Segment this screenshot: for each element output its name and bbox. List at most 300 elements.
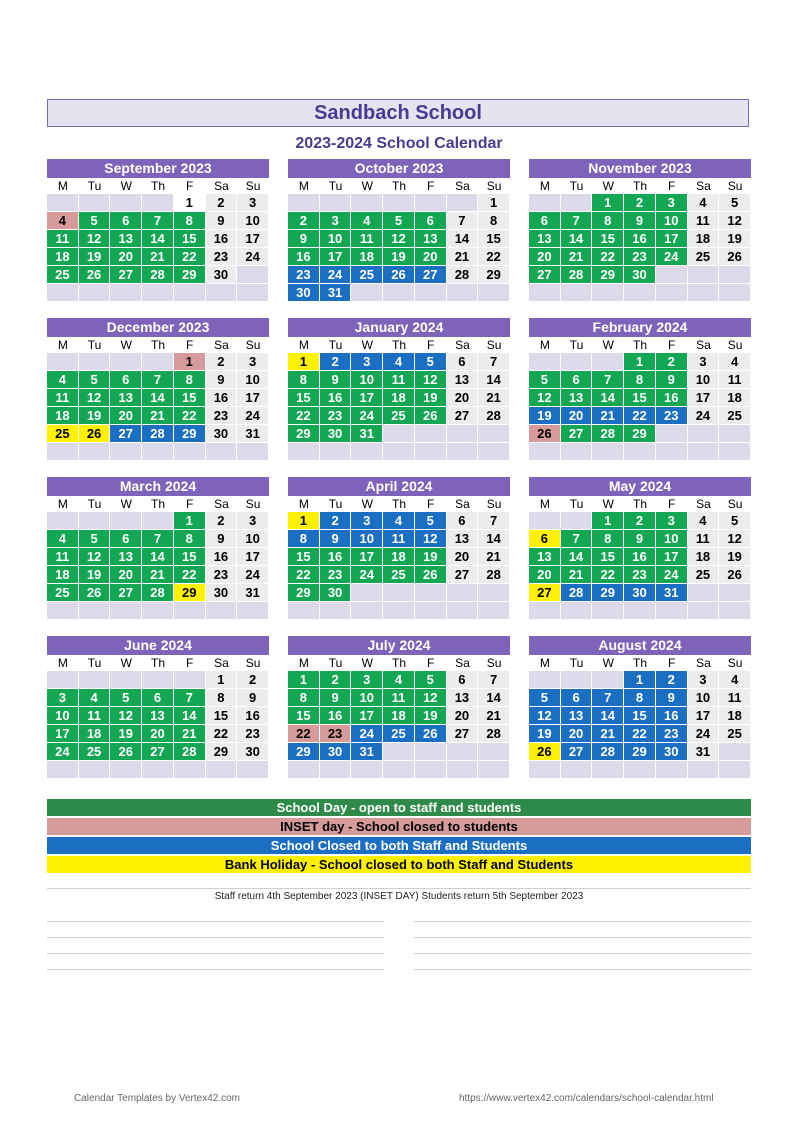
day-cell: 8 (174, 212, 205, 229)
weekday-header-row (529, 496, 751, 512)
day-cell: 31 (351, 425, 382, 442)
day-cell: 25 (719, 725, 750, 742)
day-cell: 3 (656, 512, 687, 529)
empty-cell (447, 194, 478, 211)
day-cell: 19 (719, 230, 750, 247)
day-cell: 25 (383, 407, 414, 424)
day-cell: 14 (447, 230, 478, 247)
day-cell: 24 (656, 248, 687, 265)
day-cell: 2 (624, 512, 655, 529)
weekday-label: W (361, 338, 373, 352)
empty-cell (656, 443, 687, 460)
day-cell: 10 (656, 212, 687, 229)
day-grid (529, 353, 751, 461)
day-cell: 27 (529, 266, 560, 283)
day-cell: 11 (383, 689, 414, 706)
empty-cell (478, 743, 509, 760)
weekday-label: M (539, 656, 550, 670)
empty-cell (288, 602, 319, 619)
day-cell: 7 (174, 689, 205, 706)
day-cell: 10 (320, 230, 351, 247)
day-cell: 15 (288, 548, 319, 565)
empty-cell (561, 353, 592, 370)
weekday-label: Th (391, 179, 406, 193)
day-cell: 14 (561, 230, 592, 247)
day-cell: 27 (529, 584, 560, 601)
weekday-label: W (120, 338, 132, 352)
day-cell: 3 (656, 194, 687, 211)
weekday-label: Th (632, 656, 647, 670)
empty-cell (415, 602, 446, 619)
day-cell: 30 (320, 425, 351, 442)
day-cell: 27 (447, 407, 478, 424)
day-cell: 27 (415, 266, 446, 283)
weekday-label: F (186, 656, 194, 670)
day-cell: 17 (351, 707, 382, 724)
month-title: March 2024 (47, 477, 269, 496)
day-cell: 4 (47, 212, 78, 229)
day-cell: 10 (688, 689, 719, 706)
day-cell: 2 (206, 194, 237, 211)
day-cell: 26 (110, 743, 141, 760)
day-cell: 30 (206, 584, 237, 601)
day-cell: 10 (237, 371, 268, 388)
day-cell: 8 (592, 212, 623, 229)
empty-cell (320, 443, 351, 460)
empty-cell (592, 671, 623, 688)
day-cell: 22 (174, 407, 205, 424)
empty-cell (320, 194, 351, 211)
day-cell: 6 (529, 212, 560, 229)
day-cell: 6 (447, 512, 478, 529)
weekday-header-row (47, 496, 269, 512)
day-cell: 4 (47, 530, 78, 547)
empty-cell (206, 443, 237, 460)
day-cell: 14 (561, 548, 592, 565)
weekday-label: Th (632, 497, 647, 511)
empty-cell (206, 284, 237, 301)
weekday-header-row (288, 496, 510, 512)
empty-cell (529, 443, 560, 460)
weekday-label: Sa (696, 338, 711, 352)
weekday-header-row (288, 337, 510, 353)
legend-bank-holiday: Bank Holiday - School closed to both Staff and Students (47, 856, 751, 873)
month-block (529, 159, 751, 302)
weekday-label: Th (150, 497, 165, 511)
empty-cell (320, 602, 351, 619)
day-cell: 19 (110, 725, 141, 742)
empty-cell (529, 602, 560, 619)
empty-cell (383, 602, 414, 619)
day-cell: 23 (206, 566, 237, 583)
day-cell: 30 (656, 743, 687, 760)
day-cell: 18 (688, 230, 719, 247)
day-cell: 28 (478, 407, 509, 424)
empty-cell (529, 284, 560, 301)
empty-cell (47, 194, 78, 211)
day-cell: 25 (383, 566, 414, 583)
day-cell: 5 (415, 353, 446, 370)
day-cell: 16 (624, 548, 655, 565)
empty-cell (110, 353, 141, 370)
day-cell: 21 (142, 566, 173, 583)
weekday-label: Sa (455, 656, 470, 670)
day-cell: 20 (447, 548, 478, 565)
month-title: April 2024 (288, 477, 510, 496)
weekday-label: Su (245, 656, 261, 670)
day-cell: 21 (447, 248, 478, 265)
day-cell: 7 (447, 212, 478, 229)
day-cell: 25 (688, 566, 719, 583)
day-cell: 17 (47, 725, 78, 742)
month-block (529, 636, 751, 779)
day-cell: 8 (288, 689, 319, 706)
weekday-label: W (602, 656, 614, 670)
weekday-label: M (298, 656, 309, 670)
day-cell: 22 (624, 407, 655, 424)
month-title: June 2024 (47, 636, 269, 655)
day-cell: 13 (529, 548, 560, 565)
empty-cell (237, 602, 268, 619)
day-cell: 29 (174, 584, 205, 601)
empty-cell (206, 602, 237, 619)
legend-school-closed: School Closed to both Staff and Students (47, 837, 751, 854)
day-cell: 15 (206, 707, 237, 724)
empty-cell (79, 761, 110, 778)
empty-cell (478, 425, 509, 442)
empty-cell (719, 425, 750, 442)
day-cell: 11 (383, 530, 414, 547)
day-cell: 2 (288, 212, 319, 229)
day-cell: 17 (656, 230, 687, 247)
empty-cell (79, 194, 110, 211)
day-cell: 11 (719, 689, 750, 706)
weekday-label: Tu (569, 497, 584, 511)
day-cell: 22 (624, 725, 655, 742)
day-cell: 24 (237, 248, 268, 265)
day-cell: 5 (529, 689, 560, 706)
weekday-label: Su (486, 338, 502, 352)
day-cell: 26 (529, 743, 560, 760)
weekday-label: Sa (696, 656, 711, 670)
day-cell: 5 (79, 371, 110, 388)
empty-cell (383, 443, 414, 460)
day-cell: 6 (110, 212, 141, 229)
day-grid (529, 512, 751, 620)
day-cell: 18 (383, 707, 414, 724)
day-cell: 18 (719, 707, 750, 724)
day-cell: 8 (592, 530, 623, 547)
empty-cell (383, 194, 414, 211)
day-cell: 21 (142, 248, 173, 265)
day-cell: 22 (174, 248, 205, 265)
day-cell: 28 (592, 743, 623, 760)
day-cell: 17 (656, 548, 687, 565)
day-cell: 2 (206, 512, 237, 529)
notes-line (47, 937, 384, 938)
weekday-label: Th (632, 338, 647, 352)
day-cell: 26 (383, 266, 414, 283)
day-cell: 30 (624, 266, 655, 283)
footer-url[interactable]: https://www.vertex42.com/calendars/school-calendar.html (459, 1093, 714, 1104)
day-cell: 15 (478, 230, 509, 247)
day-cell: 19 (79, 566, 110, 583)
day-cell: 30 (237, 743, 268, 760)
weekday-label: W (120, 656, 132, 670)
month-block (288, 318, 510, 461)
day-cell: 2 (320, 353, 351, 370)
day-cell: 15 (174, 230, 205, 247)
empty-cell (688, 443, 719, 460)
day-cell: 7 (561, 212, 592, 229)
day-cell: 8 (206, 689, 237, 706)
day-cell: 16 (206, 230, 237, 247)
day-cell: 14 (142, 548, 173, 565)
empty-cell (351, 194, 382, 211)
day-cell: 23 (320, 725, 351, 742)
day-cell: 4 (383, 671, 414, 688)
day-cell: 10 (688, 371, 719, 388)
day-cell: 6 (110, 530, 141, 547)
day-cell: 28 (174, 743, 205, 760)
empty-cell (206, 761, 237, 778)
empty-cell (415, 743, 446, 760)
day-cell: 26 (415, 725, 446, 742)
weekday-label: Su (727, 179, 743, 193)
weekday-header-row (529, 178, 751, 194)
day-cell: 25 (383, 725, 414, 742)
month-block (47, 477, 269, 620)
day-cell: 16 (206, 389, 237, 406)
day-cell: 15 (288, 389, 319, 406)
day-cell: 7 (142, 530, 173, 547)
empty-cell (383, 584, 414, 601)
day-cell: 10 (656, 530, 687, 547)
empty-cell (383, 284, 414, 301)
day-cell: 6 (447, 353, 478, 370)
weekday-label: Tu (569, 338, 584, 352)
day-cell: 25 (351, 266, 382, 283)
weekday-label: F (668, 338, 676, 352)
day-cell: 23 (320, 566, 351, 583)
empty-cell (47, 353, 78, 370)
notes-line (414, 969, 751, 970)
day-cell: 12 (719, 530, 750, 547)
staff-return-note: Staff return 4th September 2023 (INSET DAY) Students return 5th September 2023 (47, 888, 751, 905)
day-cell: 11 (688, 212, 719, 229)
school-name: Sandbach School (47, 99, 749, 127)
day-cell: 13 (142, 707, 173, 724)
weekday-label: W (602, 338, 614, 352)
day-cell: 9 (320, 530, 351, 547)
day-cell: 16 (237, 707, 268, 724)
day-cell: 12 (529, 707, 560, 724)
weekday-label: W (120, 179, 132, 193)
day-cell: 9 (656, 689, 687, 706)
empty-cell (110, 284, 141, 301)
empty-cell (656, 761, 687, 778)
empty-cell (142, 602, 173, 619)
empty-cell (529, 194, 560, 211)
day-cell: 29 (288, 584, 319, 601)
day-grid (288, 512, 510, 620)
day-cell: 7 (478, 512, 509, 529)
day-cell: 2 (320, 512, 351, 529)
weekday-label: Th (150, 179, 165, 193)
day-cell: 11 (47, 230, 78, 247)
day-cell: 6 (415, 212, 446, 229)
month-title: May 2024 (529, 477, 751, 496)
empty-cell (592, 353, 623, 370)
weekday-label: F (668, 656, 676, 670)
day-cell: 25 (47, 584, 78, 601)
day-cell: 9 (206, 530, 237, 547)
day-cell: 20 (561, 407, 592, 424)
day-cell: 12 (79, 230, 110, 247)
day-grid (529, 671, 751, 779)
day-cell: 13 (447, 371, 478, 388)
day-cell: 24 (351, 725, 382, 742)
day-cell: 21 (478, 389, 509, 406)
weekday-label: Tu (87, 656, 102, 670)
day-cell: 21 (174, 725, 205, 742)
empty-cell (656, 284, 687, 301)
day-cell: 23 (656, 725, 687, 742)
day-cell: 5 (79, 212, 110, 229)
day-cell: 24 (320, 266, 351, 283)
empty-cell (351, 761, 382, 778)
day-cell: 4 (688, 512, 719, 529)
day-cell: 22 (206, 725, 237, 742)
weekday-label: Su (486, 179, 502, 193)
empty-cell (174, 671, 205, 688)
weekday-label: Sa (696, 179, 711, 193)
day-cell: 10 (351, 371, 382, 388)
day-cell: 20 (561, 725, 592, 742)
day-cell: 11 (719, 371, 750, 388)
day-cell: 15 (624, 707, 655, 724)
empty-cell (561, 194, 592, 211)
empty-cell (237, 284, 268, 301)
weekday-label: W (602, 179, 614, 193)
day-cell: 17 (237, 548, 268, 565)
empty-cell (47, 671, 78, 688)
weekday-label: Tu (87, 179, 102, 193)
weekday-label: Sa (455, 497, 470, 511)
day-cell: 31 (320, 284, 351, 301)
month-block (529, 477, 751, 620)
day-cell: 19 (383, 248, 414, 265)
day-cell: 1 (206, 671, 237, 688)
month-title: September 2023 (47, 159, 269, 178)
day-cell: 3 (688, 671, 719, 688)
month-block (288, 477, 510, 620)
day-cell: 17 (688, 389, 719, 406)
day-cell: 15 (288, 707, 319, 724)
day-cell: 17 (237, 230, 268, 247)
weekday-label: Sa (214, 497, 229, 511)
weekday-label: Tu (569, 179, 584, 193)
empty-cell (478, 284, 509, 301)
empty-cell (478, 443, 509, 460)
day-cell: 16 (206, 548, 237, 565)
weekday-label: Su (245, 179, 261, 193)
day-cell: 3 (320, 212, 351, 229)
day-cell: 1 (288, 353, 319, 370)
weekday-label: F (668, 179, 676, 193)
day-cell: 26 (415, 407, 446, 424)
day-cell: 25 (47, 425, 78, 442)
empty-cell (288, 194, 319, 211)
day-cell: 9 (320, 371, 351, 388)
empty-cell (142, 194, 173, 211)
day-cell: 28 (447, 266, 478, 283)
day-cell: 26 (79, 584, 110, 601)
month-block (529, 318, 751, 461)
day-cell: 13 (110, 548, 141, 565)
weekday-label: Su (486, 656, 502, 670)
day-cell: 9 (320, 689, 351, 706)
empty-cell (79, 602, 110, 619)
day-cell: 28 (142, 584, 173, 601)
day-cell: 16 (320, 389, 351, 406)
empty-cell (383, 761, 414, 778)
empty-cell (478, 602, 509, 619)
day-cell: 18 (351, 248, 382, 265)
day-cell: 17 (237, 389, 268, 406)
day-cell: 29 (592, 584, 623, 601)
day-cell: 26 (719, 566, 750, 583)
day-cell: 23 (237, 725, 268, 742)
legend-inset-day: INSET day - School closed to students (47, 818, 751, 835)
day-cell: 3 (351, 353, 382, 370)
empty-cell (719, 743, 750, 760)
empty-cell (320, 761, 351, 778)
day-cell: 1 (624, 671, 655, 688)
weekday-label: M (298, 497, 309, 511)
day-cell: 16 (656, 707, 687, 724)
day-cell: 2 (656, 353, 687, 370)
empty-cell (624, 602, 655, 619)
day-cell: 22 (592, 566, 623, 583)
empty-cell (447, 443, 478, 460)
weekday-header-row (47, 337, 269, 353)
day-cell: 9 (206, 371, 237, 388)
weekday-label: M (57, 179, 68, 193)
day-cell: 12 (415, 530, 446, 547)
weekday-label: F (668, 497, 676, 511)
day-cell: 15 (592, 548, 623, 565)
day-cell: 9 (656, 371, 687, 388)
day-cell: 12 (79, 389, 110, 406)
day-cell: 20 (529, 566, 560, 583)
empty-cell (383, 425, 414, 442)
empty-cell (447, 584, 478, 601)
day-cell: 9 (237, 689, 268, 706)
day-cell: 16 (656, 389, 687, 406)
weekday-label: W (361, 656, 373, 670)
day-cell: 23 (320, 407, 351, 424)
day-cell: 27 (110, 425, 141, 442)
day-cell: 8 (288, 530, 319, 547)
day-cell: 4 (47, 371, 78, 388)
weekday-label: F (427, 656, 435, 670)
weekday-label: Su (727, 497, 743, 511)
empty-cell (79, 443, 110, 460)
day-grid (47, 353, 269, 461)
day-cell: 1 (288, 512, 319, 529)
day-cell: 5 (719, 512, 750, 529)
